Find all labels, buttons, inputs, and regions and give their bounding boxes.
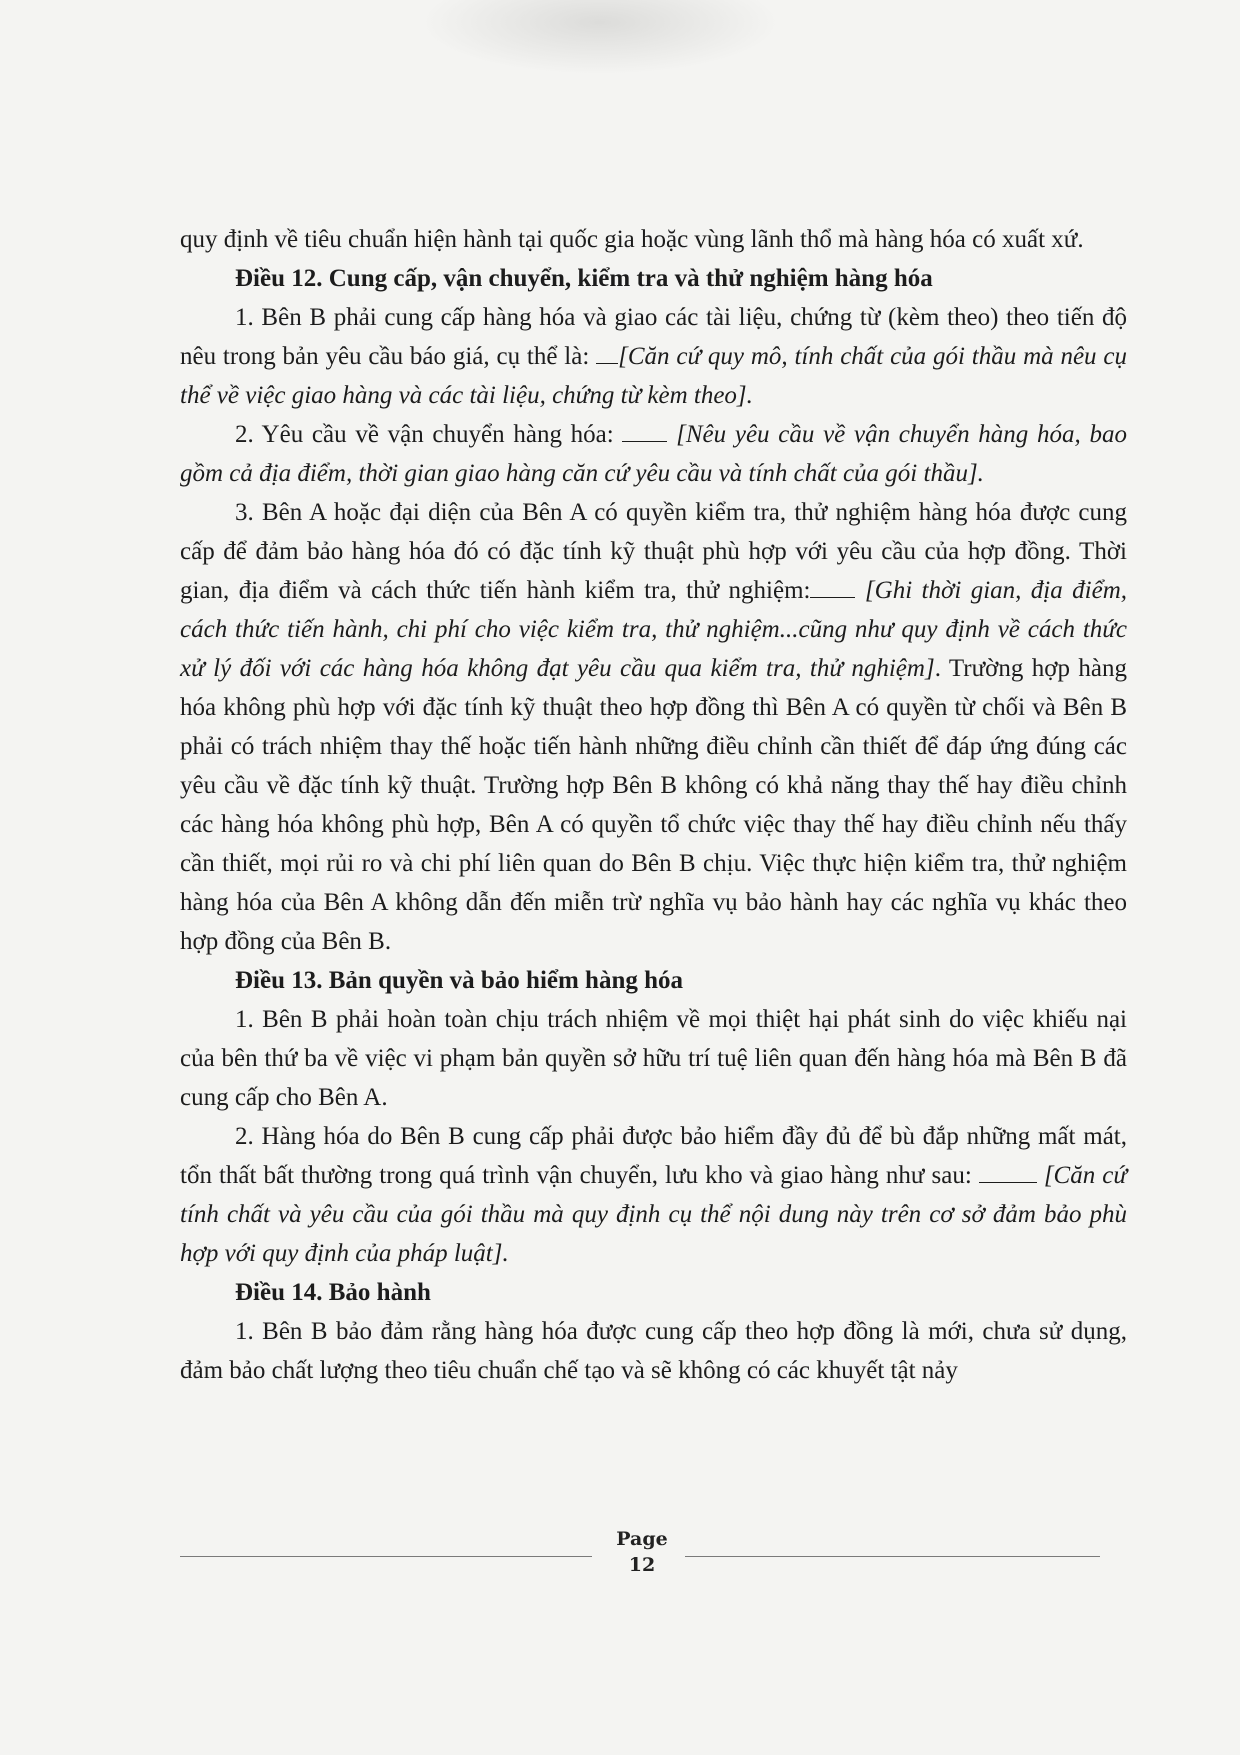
- article-12-clause-1: [180, 298, 1127, 415]
- article-14-heading: Điều 14. Bảo hành: [235, 1279, 431, 1306]
- fill-in-blank: [810, 576, 855, 598]
- clause-text-tail: . Trường hợp hàng hóa không phù hợp với đặc tính kỹ thuật theo hợp đồng thì Bên A có quyền từ chối và Bên B phải có trách nhiệm thay thế hoặc tiến hành những điều chỉnh cần thiết để đáp ứng đúng các yêu cầu về đặc tính kỹ thuật. Trường hợp Bên B không có khả năng thay thế hay điều chỉnh các hàng hóa không phù hợp, Bên A có quyền tổ chức việc thay thế hay điều chỉnh nếu thấy cần thiết, mọi rủi ro và chi phí liên quan do Bên B chịu. Việc thực hiện kiểm tra, thử nghiệm hàng hóa của Bên A không dẫn đến miễn trừ nghĩa vụ bảo hành hay các nghĩa vụ khác theo hợp đồng của Bên B.: [180, 655, 1127, 955]
- fill-in-blank: [622, 420, 667, 442]
- clause-instruction: [Nêu yêu cầu về vận chuyển hàng hóa, bao gồm cả địa điểm, thời gian giao hàng căn cứ yêu cầu và tính chất của gói thầu].: [180, 421, 1127, 487]
- clause-instruction: [Ghi thời gian, địa điểm, cách thức tiến hành, chi phí cho việc kiểm tra, thử nghiệm...cũng như quy định về cách thức xử lý đối với các hàng hóa không đạt yêu cầu qua kiểm tra, thử nghiệm]: [180, 577, 1128, 682]
- clause-instruction: [Căn cứ tính chất và yêu cầu của gói thầu mà quy định cụ thể nội dung này trên cơ sở đảm bảo phù hợp với quy định của pháp luật].: [180, 1162, 1127, 1267]
- clause-text: 2. Hàng hóa do Bên B cung cấp phải được bảo hiểm đầy đủ để bù đắp những mất mát, tổn thất bất thường trong quá trình vận chuyển, lưu kho và giao hàng như sau:: [180, 1123, 1127, 1189]
- clause-text: 2. Yêu cầu về vận chuyển hàng hóa:: [235, 421, 623, 448]
- fill-in-blank: [979, 1161, 1037, 1183]
- article-13-heading: Điều 13. Bản quyền và bảo hiểm hàng hóa: [235, 967, 684, 994]
- article-13-clause-1: 1. Bên B phải hoàn toàn chịu trách nhiệm về mọi thiệt hại phát sinh do việc khiếu nại của bên thứ ba về việc vi phạm bản quyền sở hữu trí tuệ liên quan đến hàng hóa mà Bên B đã cung cấp cho Bên A.: [180, 1006, 1127, 1111]
- clause-instruction: [Căn cứ quy mô, tính chất của gói thầu mà nêu cụ thể về việc giao hàng và các tài liệu, chứng từ kèm theo].: [180, 343, 1127, 409]
- article-12-heading: Điều 12. Cung cấp, vận chuyển, kiểm tra và thử nghiệm hàng hóa: [235, 265, 933, 292]
- document-body: [180, 220, 1127, 1390]
- fill-in-blank: [596, 342, 618, 364]
- article-14-clause-1: 1. Bên B bảo đảm rằng hàng hóa được cung cấp theo hợp đồng là mới, chưa sử dụng, đảm bảo chất lượng theo tiêu chuẩn chế tạo và sẽ không có các khuyết tật nảy: [180, 1318, 1127, 1384]
- clause-text: 3. Bên A hoặc đại diện của Bên A có quyền kiểm tra, thử nghiệm hàng hóa được cung cấp để đảm bảo hàng hóa đó có đặc tính kỹ thuật phù hợp với yêu cầu của hợp đồng. Thời gian, địa điểm và cách thức tiến hành kiểm tra, thử nghiệm:: [180, 499, 1127, 604]
- article-12-clause-2: [180, 415, 1127, 493]
- article-13-clause-2: [180, 1117, 1127, 1273]
- article-12-clause-3: [180, 493, 1127, 961]
- clause-text: 1. Bên B phải cung cấp hàng hóa và giao các tài liệu, chứng từ (kèm theo) theo tiến độ nêu trong bản yêu cầu báo giá, cụ thể là:: [180, 304, 1127, 370]
- page-number: 12: [628, 1554, 656, 1576]
- page-footer: [180, 1524, 1100, 1584]
- footer-rule-left: [180, 1556, 592, 1557]
- footer-rule-right: [685, 1556, 1100, 1557]
- scan-smudge: [420, 0, 780, 75]
- page-number-block: [612, 1526, 672, 1578]
- paragraph-continuation: quy định về tiêu chuẩn hiện hành tại quốc gia hoặc vùng lãnh thổ mà hàng hóa có xuất xứ.: [180, 226, 1084, 253]
- page-label: Page: [616, 1528, 668, 1550]
